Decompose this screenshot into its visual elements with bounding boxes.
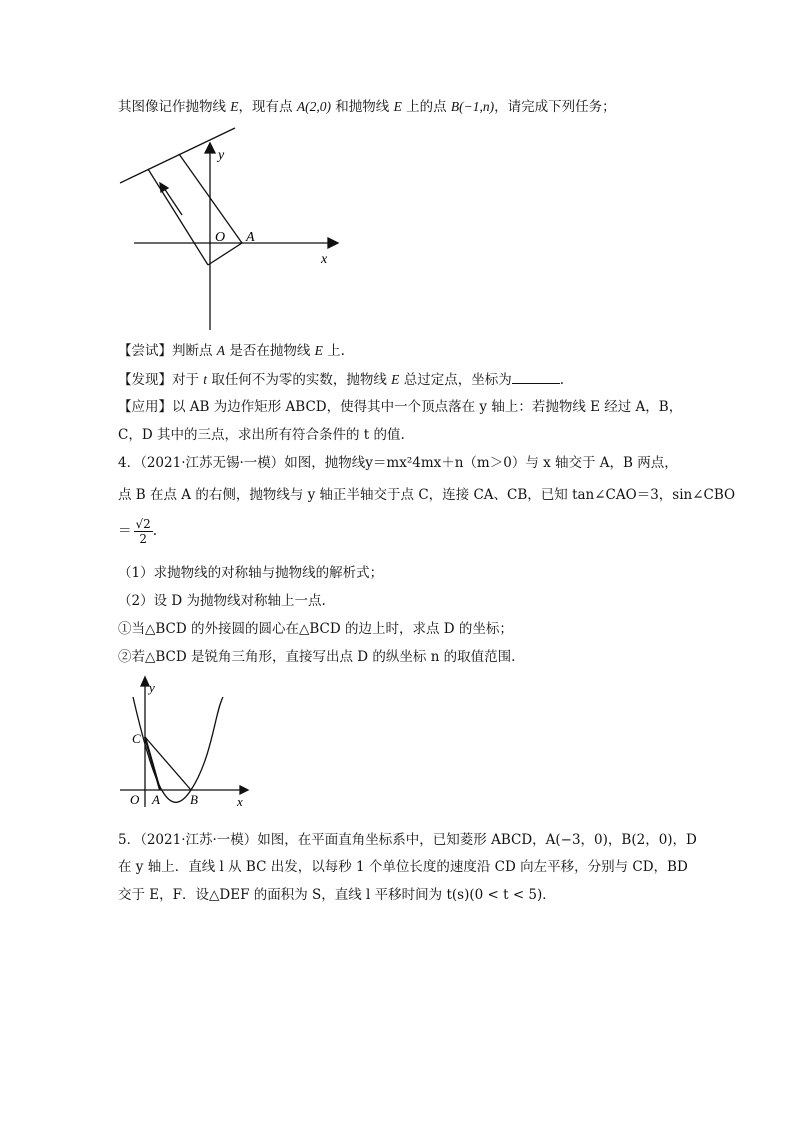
answer-blank[interactable] [512,369,560,384]
fig2-x-arrow-icon [240,786,248,794]
q4-frac-num: √2 [135,517,151,531]
task-apply-line2 [118,425,405,445]
intro-mid3: 上的点 [401,99,451,115]
task-find-text3: 总过定点，坐标为 [399,372,512,388]
intro-mid1: ，现有点 [238,99,297,115]
task-apply-label: 【应用】 [118,399,172,415]
fig1-left-side [148,169,208,265]
fig1-direction-arrowhead-icon [160,183,168,192]
figure-1-rectangle-diagram [110,125,340,340]
task-find-text2: 取任何不为零的实数，抛物线 [207,372,392,388]
fig2-O-label: O [130,792,140,807]
task-try-text1: 判断点 [172,343,217,359]
task-apply-text1: 以 AB 为边作矩形 ABCD，使得其中一个顶点落在 y 轴上：若抛物线 E 经过 A，B， [172,399,683,415]
task-find-label: 【发现】 [118,372,172,388]
q4-equals: ＝ [118,523,132,539]
task-apply-line1 [118,397,682,417]
task-find-text1: 对于 [172,372,204,388]
curve-E-2: E [393,99,402,114]
fig1-O-label: O [215,230,226,245]
task-try-label: 【尝试】 [118,343,172,359]
intro-line [118,97,616,117]
fig2-y-arrow-icon [141,677,149,686]
q5-line1: 5．（2021·江苏·一模）如图，在平面直角坐标系中，已知菱形 ABCD，A(−3，0)，B(2，0)，D [118,832,697,848]
task-try-E: E [314,343,323,358]
point-A-coord: A(2,0) [296,99,331,114]
q4-line3 [118,516,157,546]
fig1-y-label: y [218,148,225,163]
q4-sub1: （1）求抛物线的对称轴与抛物线的解析式； [118,565,384,581]
q4-line1: 4．（2021·江苏无锡·一模）如图，抛物线y＝mx²4mx＋n（m＞0）与 x 轴交于 A，B 两点， [118,455,678,471]
fig2-C-label: C [132,731,141,746]
q4-sub2b: ②若△BCD 是锐角三角形，直接写出点 D 的纵坐标 n 的取值范围. [118,649,516,665]
task-try-text3: 上. [322,343,345,359]
fig1-A-label: A [246,230,255,245]
fig2-A-label: A [152,792,160,807]
task-find-text4: . [559,372,564,388]
figure-2-parabola-diagram [115,672,255,812]
task-try-line [118,341,345,361]
fig1-y-arrow-icon [205,143,215,153]
point-B-coord: B(−1,n) [450,99,495,114]
fig2-parabola-curve [133,697,223,802]
task-find-line [118,369,564,390]
fig2-B-label: B [190,792,198,807]
q4-period: . [152,523,158,539]
intro-mid2: 和抛物线 [330,99,394,115]
q4-fraction [134,517,153,546]
q4-sub2a: ①当△BCD 的外接圆的圆心在△BCD 的边上时，求点 D 的坐标； [118,621,513,637]
fig1-x-arrow-icon [328,238,338,248]
q5-line3: 交于 E，F．设△DEF 的面积为 S，直线 l 平移时间为 t(s)(0 < t < 5)． [118,887,556,903]
task-try-text2: 是否在抛物线 [225,343,315,359]
q4-line2: 点 B 在点 A 的右侧，抛物线与 y 轴正半轴交于点 C，连接 CA、CB，已知 tan∠CAO＝3，sin∠CBO [118,487,736,503]
fig1-x-label: x [321,252,328,267]
task-apply-text2: C，D 其中的三点，求出所有符合条件的 t 的值. [118,427,405,443]
task-find-E: E [391,372,400,387]
intro-prefix: 其图像记作抛物线 [118,99,231,115]
intro-suffix: ，请完成下列任务； [494,99,616,115]
q5-line2: 在 y 轴上．直线 l 从 BC 出发，以每秒 1 个单位长度的速度沿 CD 向左平移，分别与 CD，BD [118,859,688,875]
fig2-y-label: y [149,680,155,695]
curve-E: E [230,99,239,114]
fig1-bottom-side [208,243,242,265]
q4-sub2: （2）设 D 为抛物线对称轴上一点. [118,593,326,609]
q4-frac-den: 2 [139,532,147,546]
fig1-direction-arrow [164,188,182,215]
task-try-A: A [216,343,226,358]
task-find-t: t [203,372,208,387]
fig2-x-label: x [237,794,243,809]
